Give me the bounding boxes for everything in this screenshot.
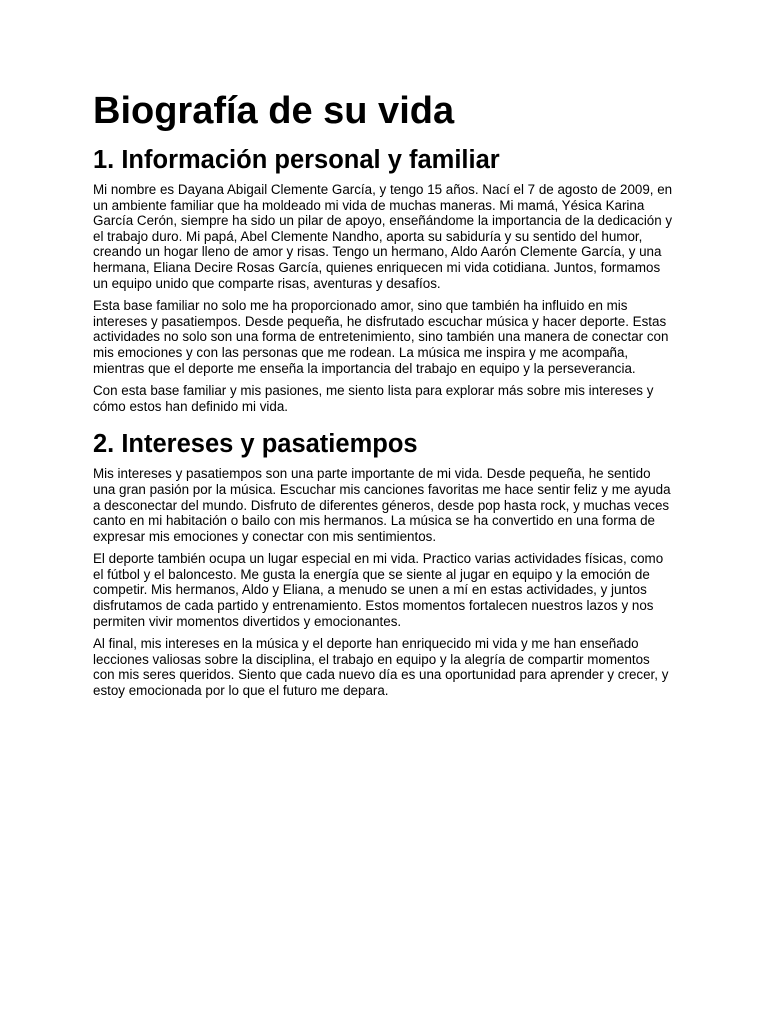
section-heading-interests: 2. Intereses y pasatiempos <box>93 430 418 459</box>
paragraph: Mi nombre es Dayana Abigail Clemente García, y tengo 15 años. Nací el 7 de agosto de 2009, en un ambiente familiar que ha moldeado mi vida de muchas maneras. Mi mamá, Yésica Karina García Cerón, siempre ha sido un pilar de apoyo, enseñándome la importancia de la dedicación y el trabajo duro. Mi papá, Abel Clemente Nandho, aporta su sabiduría y su sentido del humor, creando un hogar lleno de amor y risas. Tengo un hermano, Aldo Aarón Clemente García, y una hermana, Eliana Decire Rosas García, quienes enriquecen mi vida cotidiana. Juntos, formamos un equipo unido que comparte risas, aventuras y desafíos. <box>93 182 673 291</box>
document-title: Biografía de su vida <box>93 90 455 132</box>
paragraph: Al final, mis intereses en la música y el deporte han enriquecido mi vida y me han enseñado lecciones valiosas sobre la disciplina, el trabajo en equipo y la alegría de compartir momentos con mis seres queridos. Siento que cada nuevo día es una oportunidad para aprender y crecer, y estoy emocionada por lo que el futuro me depara. <box>93 636 669 699</box>
paragraph: Esta base familiar no solo me ha proporcionado amor, sino que también ha influido en mis intereses y pasatiempos. Desde pequeña, he disfrutado escuchar música y hacer deporte. Estas actividades no solo son una forma de entretenimiento, sino también una manera de conectar con mis emociones y con las personas que me rodean. La música me inspira y me acompaña, mientras que el deporte me enseña la importancia del trabajo en equipo y la perseverancia. <box>93 298 669 376</box>
paragraph: Mis intereses y pasatiempos son una parte importante de mi vida. Desde pequeña, he sentido una gran pasión por la música. Escuchar mis canciones favoritas me hace sentir feliz y me ayuda a desconectar del mundo. Disfruto de diferentes géneros, desde pop hasta rock, y muchas veces canto en mi habitación o bailo con mis hermanos. La música se ha convertido en una forma de expresar mis emociones y conectar con mis sentimientos. <box>93 466 671 544</box>
document-page <box>93 88 673 706</box>
section-heading-personal-info: 1. Información personal y familiar <box>93 146 500 174</box>
paragraph: El deporte también ocupa un lugar especial en mi vida. Practico varias actividades físicas, como el fútbol y el baloncesto. Me gusta la energía que se siente al jugar en equipo y la emoción de competir. Mis hermanos, Aldo y Eliana, a menudo se unen a mí en estas actividades, y juntos disfrutamos de cada partido y entrenamiento. Estos momentos fortalecen nuestros lazos y nos permiten vivir momentos divertidos y emocionantes. <box>93 551 664 629</box>
paragraph: Con esta base familiar y mis pasiones, me siento lista para explorar más sobre mis intereses y cómo estos han definido mi vida. <box>93 383 654 414</box>
